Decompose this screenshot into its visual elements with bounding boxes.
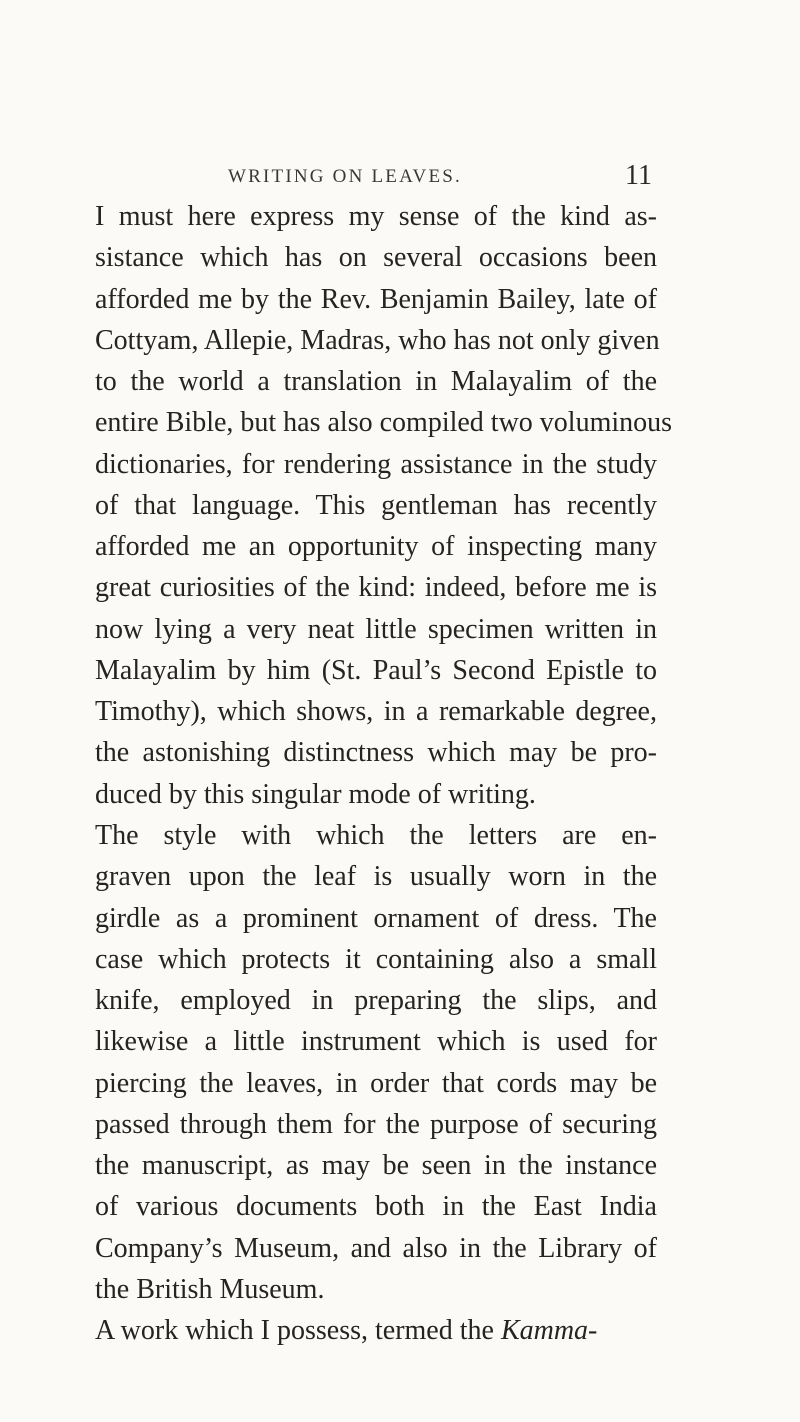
paragraph-3 (95, 1310, 657, 1351)
text-line: great curiosities of the kind: indeed, before me is (95, 572, 657, 604)
text-line: girdle as a prominent ornament of dress. The (95, 902, 657, 934)
text-line: entire Bible, but has also compiled two voluminous (95, 407, 673, 439)
italic-word: Kamma- (500, 1315, 598, 1347)
text-line: afforded me by the Rev. Benjamin Bailey, late of (95, 283, 657, 315)
text-line: knife, employed in preparing the slips, and (95, 985, 657, 1017)
text-line: Malayalim by him (St. Paul’s Second Epistle to (95, 654, 657, 686)
text-line: to the world a translation in Malayalim of the (95, 366, 657, 398)
text-line: likewise a little instrument which is used for (95, 1026, 657, 1058)
page-number: 11 (625, 160, 652, 191)
text-line: afforded me an opportunity of inspecting many (95, 531, 657, 563)
text-line: the astonishing distinctness which may be pro- (95, 737, 657, 769)
text-line: passed through them for the purpose of securing (95, 1108, 657, 1140)
paragraph-1 (95, 196, 673, 815)
text-line: of that language. This gentleman has recently (95, 489, 657, 521)
text-fragment: A work which I possess, termed the (95, 1315, 494, 1347)
text-line: piercing the leaves, in order that cords may be (95, 1067, 657, 1099)
text-line: now lying a very neat little specimen written in (95, 613, 657, 645)
text-line: of various documents both in the East India (95, 1191, 657, 1223)
text-line: Cottyam, Allepie, Madras, who has not only given (95, 324, 660, 356)
text-line: duced by this singular mode of writing. (95, 778, 536, 810)
text-line: I must here express my sense of the kind as- (95, 201, 657, 232)
text-line: dictionaries, for rendering assistance in the study (95, 448, 657, 480)
text-line: The style with which the letters are en- (95, 819, 657, 851)
text-line: the manuscript, as may be seen in the instance (95, 1150, 657, 1182)
text-line: Timothy), which shows, in a remarkable degree, (95, 696, 657, 728)
text-line: graven upon the leaf is usually worn in the (95, 861, 657, 893)
body-text (95, 196, 673, 1351)
text-line: the British Museum. (95, 1273, 325, 1305)
text-line: case which protects it containing also a small (95, 943, 657, 975)
paragraph-2 (95, 815, 657, 1310)
text-line: sistance which has on several occasions been (95, 242, 657, 274)
running-head (228, 160, 666, 200)
running-title: WRITING ON LEAVES. (228, 166, 462, 187)
text-line (95, 1310, 657, 1351)
text-line: Company’s Museum, and also in the Library of (95, 1232, 657, 1264)
